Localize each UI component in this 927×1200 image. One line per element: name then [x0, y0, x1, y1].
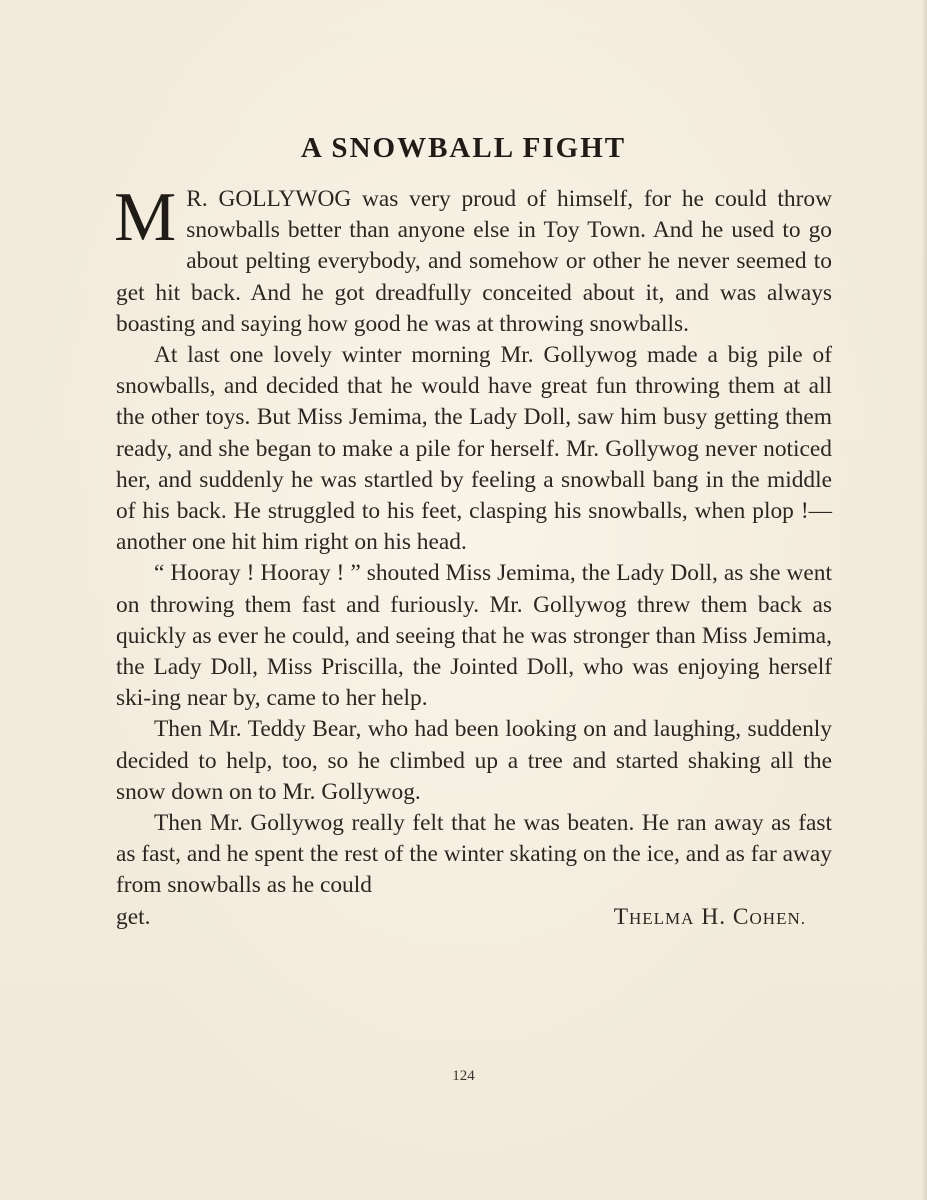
- page-edge-shadow: [921, 0, 927, 1200]
- author-middle-initial: H.: [701, 903, 727, 930]
- paragraph-5-last-word: get.: [116, 903, 151, 930]
- paragraph-3: “ Hooray ! Hooray ! ” shouted Miss Jemima, the Lady Doll, as she went on throwing them fast and furiously. Mr. Gollywog threw them back as quickly as ever he could, and seeing that he was stronger than Miss Jemima, the Lady Doll, Miss Priscilla, the Jointed Doll, who was enjoying herself ski-ing near by, came to her help.: [116, 560, 832, 712]
- author-signature: [614, 902, 832, 934]
- author-first-initial: T: [613, 903, 629, 930]
- paragraph-2: At last one lovely winter morning Mr. Gollywog made a big pile of snowballs, and decided that he would have great fun throwing them at all the other toys. But Miss Jemima, the Lady Doll, saw him busy getting them ready, and she began to make a pile for herself. Mr. Gollywog never noticed her, and suddenly he was startled by feeling a snowball bang in the middle of his back. He struggled to his feet, clasping his snowballs, when plop !—another one hit him right on his head.: [116, 342, 832, 556]
- paragraph-1-text: R. GOLLYWOG was very proud of himself, for he could throw snowballs better than anyone else in Toy Town. And he used to go about pelting everybody, and somehow or other he never seemed to get hit back. And he got dreadfully conceited about it, and was always boasting and saying how good he was at throwing snowballs.: [116, 186, 832, 337]
- closing-line: [116, 902, 832, 934]
- paragraph-1: [114, 179, 832, 340]
- author-last-initial: C: [732, 903, 750, 930]
- author-first-rest: HELMA: [629, 908, 695, 928]
- page-number: 124: [452, 1068, 475, 1084]
- drop-cap: M: [114, 179, 177, 256]
- paragraph-5: Then Mr. Gollywog really felt that he was beaten. He ran away as fast as fast, and he spent the rest of the winter skating on the ice, and as far away from snowballs as he could: [116, 810, 832, 899]
- author-last-rest: OHEN.: [749, 908, 806, 928]
- story-title: A SNOWBALL FIGHT: [300, 132, 627, 164]
- paragraph-4: Then Mr. Teddy Bear, who had been looking on and laughing, suddenly decided to help, too, so he climbed up a tree and started shaking all the snow down on to Mr. Gollywog.: [116, 716, 832, 805]
- story-body: [114, 179, 832, 934]
